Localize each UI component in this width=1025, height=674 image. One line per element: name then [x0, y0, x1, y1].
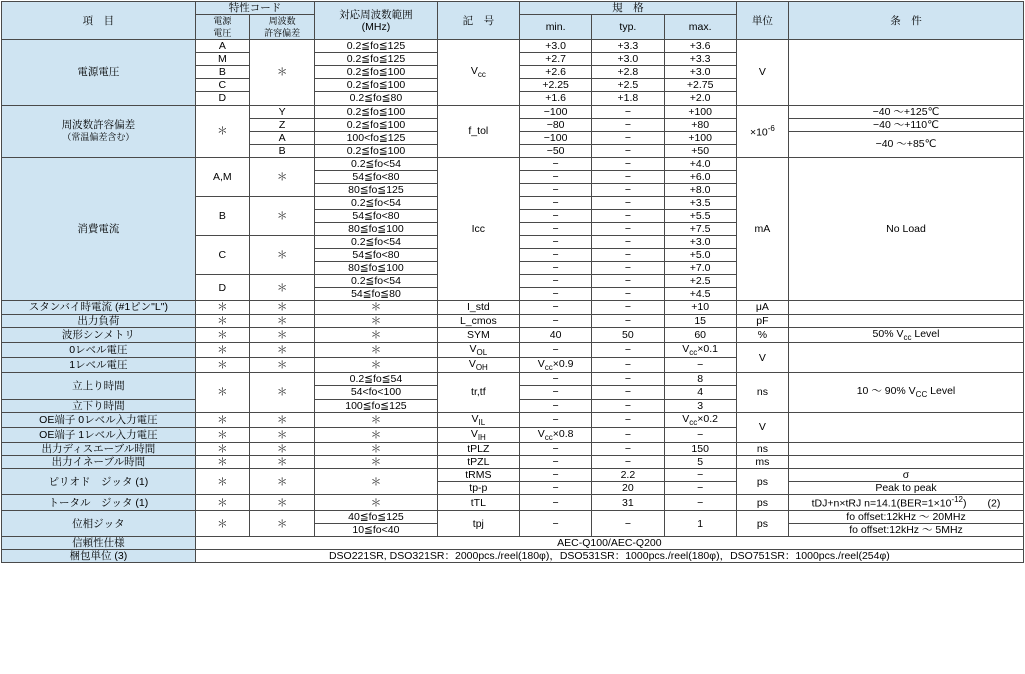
cell-unit: ps [736, 495, 788, 511]
cell-vcc-code: A,M [195, 157, 249, 196]
cell-freq: 0.2≦fo≦100 [315, 66, 437, 79]
cell-freq: 0.2≦fo≦100 [315, 118, 437, 131]
table-row [2, 327, 1024, 342]
cell-freq: ＊ [315, 469, 437, 495]
cell-freq: 0.2≦fo≦100 [315, 105, 437, 118]
cell-typ: − [592, 301, 664, 314]
cell-min: − [519, 412, 591, 427]
cell-ftol-code: ＊ [249, 469, 314, 495]
table-row [2, 537, 1024, 550]
row-label: 出力ディスエーブル時間 [2, 443, 196, 456]
cell-typ: − [592, 427, 664, 442]
cell-unit: mA [736, 157, 788, 301]
cell-max: +4.0 [664, 157, 736, 170]
row-label: 1レベル電圧 [2, 358, 196, 373]
cell-min: − [519, 301, 591, 314]
header-max: max. [664, 15, 736, 40]
header-condition: 条 件 [789, 2, 1024, 40]
row-label: 出力負荷 [2, 314, 196, 327]
cell-code: A [249, 131, 314, 144]
cell-typ: − [592, 386, 664, 399]
table-row [2, 412, 1024, 427]
cell-code: M [195, 53, 249, 66]
cell-vcc-code: ＊ [195, 373, 249, 412]
cell-max: 5 [664, 456, 736, 469]
row-label-ftol-main: 周波数許容偏差 [61, 119, 136, 132]
cell-ftol-code: ＊ [249, 40, 314, 105]
cell-ftol-code: ＊ [249, 412, 314, 427]
cell-max: +5.5 [664, 210, 736, 223]
cell-max: − [664, 358, 736, 373]
row-label-ftol-sub: （常温偏差含む） [62, 132, 135, 143]
cell-unit: % [736, 327, 788, 342]
cell-symbol: tRMS [437, 469, 519, 482]
cell-max: +50 [664, 144, 736, 157]
cell-max: +2.75 [664, 79, 736, 92]
cell-typ: − [592, 223, 664, 236]
cell-ftol-code: ＊ [249, 510, 314, 536]
cell-min: −100 [519, 105, 591, 118]
cell-min: − [519, 236, 591, 249]
header-typ: typ. [592, 15, 664, 40]
cell-unit: ms [736, 456, 788, 469]
cell-min: − [519, 510, 591, 536]
cell-ftol-code: ＊ [249, 236, 314, 275]
header-freq-range: 対応周波数範囲 (MHz) [315, 2, 437, 40]
row-label-reliability: 信頼性仕様 [2, 537, 196, 550]
cell-freq: 80≦fo≦100 [315, 262, 437, 275]
cell-condition: fo offset:12kHz ～ 20MHz [789, 510, 1024, 523]
cell-min: +3.0 [519, 40, 591, 53]
cell-symbol: $V_{IL}$ [437, 412, 519, 427]
cell-max: +100 [664, 131, 736, 144]
cell-freq: ＊ [315, 358, 437, 373]
cell-min: $V_{cc}\times 0.8$ [519, 427, 591, 442]
cell-freq: 10≦fo<40 [315, 524, 437, 537]
cell-max: +3.3 [664, 53, 736, 66]
cell-min: − [519, 223, 591, 236]
table-row [2, 157, 1024, 170]
cell-ftol-code: ＊ [249, 196, 314, 235]
cell-max: 1 [664, 510, 736, 536]
header-min: min. [519, 15, 591, 40]
cell-freq: ＊ [315, 412, 437, 427]
cell-vcc-code: D [195, 275, 249, 301]
cell-condition [789, 495, 1024, 511]
header-unit: 単位 [736, 2, 788, 40]
cell-min: − [519, 469, 591, 482]
spec-sheet [0, 1, 1025, 674]
cell-min: +2.7 [519, 53, 591, 66]
cell-freq: ＊ [315, 314, 437, 327]
cell-max: − [664, 469, 736, 482]
cell-unit: ps [736, 469, 788, 495]
cell-condition [789, 40, 1024, 105]
cell-ftol-code: ＊ [249, 327, 314, 342]
cell-min: − [519, 249, 591, 262]
table-row [2, 469, 1024, 482]
cell-max: +8.0 [664, 183, 736, 196]
cell-typ: +3.0 [592, 53, 664, 66]
cell-typ: − [592, 157, 664, 170]
cell-vcc-code: ＊ [195, 469, 249, 495]
cell-vcc-code: ＊ [195, 105, 249, 157]
cell-max: 150 [664, 443, 736, 456]
cell-symbol: tp-p [437, 482, 519, 495]
cell-max: +5.0 [664, 249, 736, 262]
cell-typ: − [592, 144, 664, 157]
cell-min: − [519, 196, 591, 209]
table-row [2, 495, 1024, 511]
cell-vcc-code: ＊ [195, 456, 249, 469]
cell-freq: 0.2≦fo≦80 [315, 92, 437, 105]
cell-min: +2.25 [519, 79, 591, 92]
row-label: 波形シンメトリ [2, 327, 196, 342]
cell-code: D [195, 92, 249, 105]
cell-code: C [195, 79, 249, 92]
cell-vcc-code: ＊ [195, 412, 249, 427]
cell-condition: σ [789, 469, 1024, 482]
table-body [2, 40, 1024, 563]
cell-symbol: $V_{cc}$ [437, 40, 519, 105]
condition-exponent: -12 [951, 495, 963, 505]
cell-condition [789, 443, 1024, 456]
cell-max: 15 [664, 314, 736, 327]
cell-code: B [249, 144, 314, 157]
specification-table [1, 1, 1024, 563]
cell-freq: 0.2≦fo<54 [315, 196, 437, 209]
cell-ftol-code: ＊ [249, 314, 314, 327]
cell-symbol: tTL [437, 495, 519, 511]
row-label: 0レベル電圧 [2, 342, 196, 357]
cell-freq: ＊ [315, 427, 437, 442]
cell-unit: V [736, 342, 788, 373]
cell-min: $V_{cc}\times 0.9$ [519, 358, 591, 373]
cell-min: −50 [519, 144, 591, 157]
cell-symbol: SYM [437, 327, 519, 342]
cell-vcc-code: ＊ [195, 327, 249, 342]
cell-min: − [519, 443, 591, 456]
cell-unit: V [736, 412, 788, 443]
cell-min: − [519, 373, 591, 386]
cell-freq: ＊ [315, 301, 437, 314]
cell-condition [789, 314, 1024, 327]
cell-symbol: Icc [437, 157, 519, 301]
cell-max: +10 [664, 301, 736, 314]
cell-freq: 80≦fo≦100 [315, 223, 437, 236]
cell-max: 60 [664, 327, 736, 342]
cell-max: +100 [664, 105, 736, 118]
cell-vcc-code: ＊ [195, 358, 249, 373]
cell-typ: − [592, 236, 664, 249]
cell-max: +3.5 [664, 196, 736, 209]
table-row [2, 301, 1024, 314]
cell-ftol-code: ＊ [249, 301, 314, 314]
cell-ftol-code: ＊ [249, 342, 314, 357]
table-row [2, 456, 1024, 469]
cell-typ: − [592, 412, 664, 427]
cell-vcc-code: ＊ [195, 427, 249, 442]
cell-min: +1.6 [519, 92, 591, 105]
cell-symbol: $V_{OL}$ [437, 342, 519, 357]
cell-typ: − [592, 358, 664, 373]
header-char-code: 特性コード [195, 2, 314, 15]
cell-freq: 54≦fo<80 [315, 210, 437, 223]
cell-condition [789, 412, 1024, 443]
cell-unit: pF [736, 314, 788, 327]
row-label-ftol [2, 105, 196, 157]
header-vcc-code: 電源 電圧 [195, 15, 249, 40]
cell-max: +2.0 [664, 92, 736, 105]
cell-condition: fo offset:12kHz ～ 5MHz [789, 524, 1024, 537]
cell-typ: +3.3 [592, 40, 664, 53]
condition-note: ) (2) [963, 497, 1001, 510]
table-row [2, 314, 1024, 327]
cell-unit: ns [736, 443, 788, 456]
cell-max: +4.5 [664, 288, 736, 301]
cell-max: +2.5 [664, 275, 736, 288]
cell-code: A [195, 40, 249, 53]
cell-typ: − [592, 275, 664, 288]
cell-condition: −40 ～+125℃ [789, 105, 1024, 118]
cell-condition: 10 ～ 90% $V_{CC}$ Level [789, 373, 1024, 412]
cell-min: − [519, 288, 591, 301]
cell-freq: 100<fo≦125 [315, 131, 437, 144]
row-label-phase-jitter: 位相ジッタ [2, 510, 196, 536]
cell-min: +2.6 [519, 66, 591, 79]
row-label: OE端子 0レベル入力電圧 [2, 412, 196, 427]
header-item: 項 目 [2, 2, 196, 40]
cell-symbol: tPZL [437, 456, 519, 469]
cell-min: − [519, 399, 591, 412]
cell-vcc-code: B [195, 196, 249, 235]
cell-freq: ＊ [315, 495, 437, 511]
table-row [2, 40, 1024, 53]
cell-ftol-code: ＊ [249, 495, 314, 511]
cell-freq: 0.2≦fo≦100 [315, 144, 437, 157]
cell-packing-value: DSO221SR, DSO321SR：2000pcs./reel(180φ)，DSO531SR：1000pcs./reel(180φ)，DSO751SR：1000pcs./reel(254φ) [195, 550, 1023, 563]
cell-code: Z [249, 118, 314, 131]
cell-typ: 50 [592, 327, 664, 342]
header-spec: 規 格 [519, 2, 736, 15]
cell-typ: 20 [592, 482, 664, 495]
table-row [2, 550, 1024, 563]
cell-min: − [519, 262, 591, 275]
cell-typ: − [592, 196, 664, 209]
cell-freq: ＊ [315, 342, 437, 357]
row-label-total-jitter: トータル ジッタ (1) [2, 495, 196, 511]
row-label-icc: 消費電流 [2, 157, 196, 301]
cell-ftol-code: ＊ [249, 157, 314, 196]
row-label-rise-time: 立上り時間 [2, 373, 196, 399]
cell-min: 40 [519, 327, 591, 342]
cell-freq: 100≦fo≦125 [315, 399, 437, 412]
cell-code: B [195, 66, 249, 79]
cell-vcc-code: ＊ [195, 314, 249, 327]
cell-vcc-code: ＊ [195, 443, 249, 456]
cell-ftol-code: ＊ [249, 443, 314, 456]
row-label-fall-time: 立下り時間 [2, 399, 196, 412]
cell-max: +7.0 [664, 262, 736, 275]
cell-ftol-code: ＊ [249, 456, 314, 469]
cell-typ: − [592, 456, 664, 469]
cell-condition: No Load [789, 157, 1024, 301]
cell-symbol: tpj [437, 510, 519, 536]
cell-unit: ns [736, 373, 788, 412]
cell-typ: − [592, 314, 664, 327]
cell-typ: − [592, 510, 664, 536]
cell-typ: − [592, 399, 664, 412]
cell-freq: 0.2≦fo<54 [315, 275, 437, 288]
table-row [2, 342, 1024, 357]
cell-typ: − [592, 342, 664, 357]
cell-vcc-code: ＊ [195, 342, 249, 357]
cell-condition: Peak to peak [789, 482, 1024, 495]
cell-min: − [519, 314, 591, 327]
cell-freq: 0.2≦fo<54 [315, 236, 437, 249]
cell-max: 8 [664, 373, 736, 386]
unit-exponent: -6 [767, 123, 775, 133]
table-row [2, 510, 1024, 523]
cell-typ: − [592, 131, 664, 144]
cell-ftol-code: ＊ [249, 358, 314, 373]
cell-freq: 0.2≦fo≦100 [315, 79, 437, 92]
cell-typ: − [592, 170, 664, 183]
cell-typ: +2.8 [592, 66, 664, 79]
cell-freq: 40≦fo≦125 [315, 510, 437, 523]
cell-condition: 50% $V_{cc}$ Level [789, 327, 1024, 342]
header-ftol-code: 周波数 許容偏差 [249, 15, 314, 40]
cell-freq: 0.2≦fo≦125 [315, 53, 437, 66]
cell-min: − [519, 183, 591, 196]
cell-typ: − [592, 373, 664, 386]
cell-condition: −40 ～+110℃ [789, 118, 1024, 131]
cell-freq: 54≦fo<80 [315, 170, 437, 183]
cell-vcc-code: ＊ [195, 495, 249, 511]
cell-min: −80 [519, 118, 591, 131]
cell-min: −100 [519, 131, 591, 144]
cell-ftol-code: ＊ [249, 373, 314, 412]
cell-unit: V [736, 40, 788, 105]
row-label: 出力イネーブル時間 [2, 456, 196, 469]
cell-max: − [664, 427, 736, 442]
row-label: スタンバイ時電流 (#1ピン"L") [2, 301, 196, 314]
cell-vcc-code: ＊ [195, 301, 249, 314]
cell-vcc-code: ＊ [195, 510, 249, 536]
cell-freq: 54<fo<100 [315, 386, 437, 399]
cell-max: 4 [664, 386, 736, 399]
table-row [2, 105, 1024, 118]
cell-condition: −40 ～+85℃ [789, 131, 1024, 157]
cell-max: +3.6 [664, 40, 736, 53]
cell-symbol: L_cmos [437, 314, 519, 327]
cell-min: − [519, 342, 591, 357]
cell-max: +7.5 [664, 223, 736, 236]
cell-freq: ＊ [315, 456, 437, 469]
cell-symbol: tPLZ [437, 443, 519, 456]
cell-min: − [519, 456, 591, 469]
cell-min: − [519, 210, 591, 223]
cell-code: Y [249, 105, 314, 118]
cell-ftol-code: ＊ [249, 275, 314, 301]
cell-reliability-value: AEC-Q100/AEC-Q200 [195, 537, 1023, 550]
cell-symbol: I_std [437, 301, 519, 314]
cell-min: − [519, 386, 591, 399]
cell-typ: − [592, 262, 664, 275]
cell-min: − [519, 170, 591, 183]
cell-typ: − [592, 249, 664, 262]
cell-max: $V_{cc}\times 0.1$ [664, 342, 736, 357]
cell-condition [789, 456, 1024, 469]
row-label: OE端子 1レベル入力電圧 [2, 427, 196, 442]
cell-min: − [519, 275, 591, 288]
cell-symbol: tr,tf [437, 373, 519, 412]
cell-min: − [519, 157, 591, 170]
cell-vcc-code: C [195, 236, 249, 275]
cell-max: +3.0 [664, 236, 736, 249]
row-label-period-jitter: ピリオド ジッタ (1) [2, 469, 196, 495]
row-label-packing: 梱包単位 (3) [2, 550, 196, 563]
cell-condition [789, 342, 1024, 373]
cell-typ: +1.8 [592, 92, 664, 105]
cell-unit: ps [736, 510, 788, 536]
cell-freq: 80≦fo≦125 [315, 183, 437, 196]
row-label-vcc: 電源電圧 [2, 40, 196, 105]
cell-ftol-code: ＊ [249, 427, 314, 442]
cell-max: +6.0 [664, 170, 736, 183]
cell-freq: ＊ [315, 327, 437, 342]
cell-typ: − [592, 210, 664, 223]
cell-freq: ＊ [315, 443, 437, 456]
cell-typ: − [592, 288, 664, 301]
cell-condition [789, 301, 1024, 314]
header-symbol: 記 号 [437, 2, 519, 40]
cell-freq: 54≦fo<80 [315, 249, 437, 262]
cell-symbol: $V_{IH}$ [437, 427, 519, 442]
table-header [2, 2, 1024, 40]
cell-max: +80 [664, 118, 736, 131]
cell-typ: − [592, 118, 664, 131]
cell-symbol: f_tol [437, 105, 519, 157]
table-row [2, 443, 1024, 456]
cell-typ: +2.5 [592, 79, 664, 92]
cell-typ: − [592, 443, 664, 456]
cell-min: − [519, 482, 591, 495]
cell-unit [736, 105, 788, 157]
cell-freq: 0.2≦fo<54 [315, 157, 437, 170]
cell-unit: μA [736, 301, 788, 314]
cell-freq: 0.2≦fo≦54 [315, 373, 437, 386]
unit-base: ×10 [749, 126, 768, 139]
cell-freq: 0.2≦fo≦125 [315, 40, 437, 53]
cell-max: 3 [664, 399, 736, 412]
condition-text: tDJ+n×tRJ n=14.1(BER=1×10 [811, 497, 952, 510]
cell-typ: 31 [592, 495, 664, 511]
table-row [2, 373, 1024, 386]
cell-max: +3.0 [664, 66, 736, 79]
cell-typ: 2.2 [592, 469, 664, 482]
cell-symbol: $V_{OH}$ [437, 358, 519, 373]
cell-max: $V_{cc}\times 0.2$ [664, 412, 736, 427]
cell-typ: − [592, 183, 664, 196]
cell-max: − [664, 482, 736, 495]
cell-typ: − [592, 105, 664, 118]
cell-min: − [519, 495, 591, 511]
cell-max: − [664, 495, 736, 511]
cell-freq: 54≦fo≦80 [315, 288, 437, 301]
